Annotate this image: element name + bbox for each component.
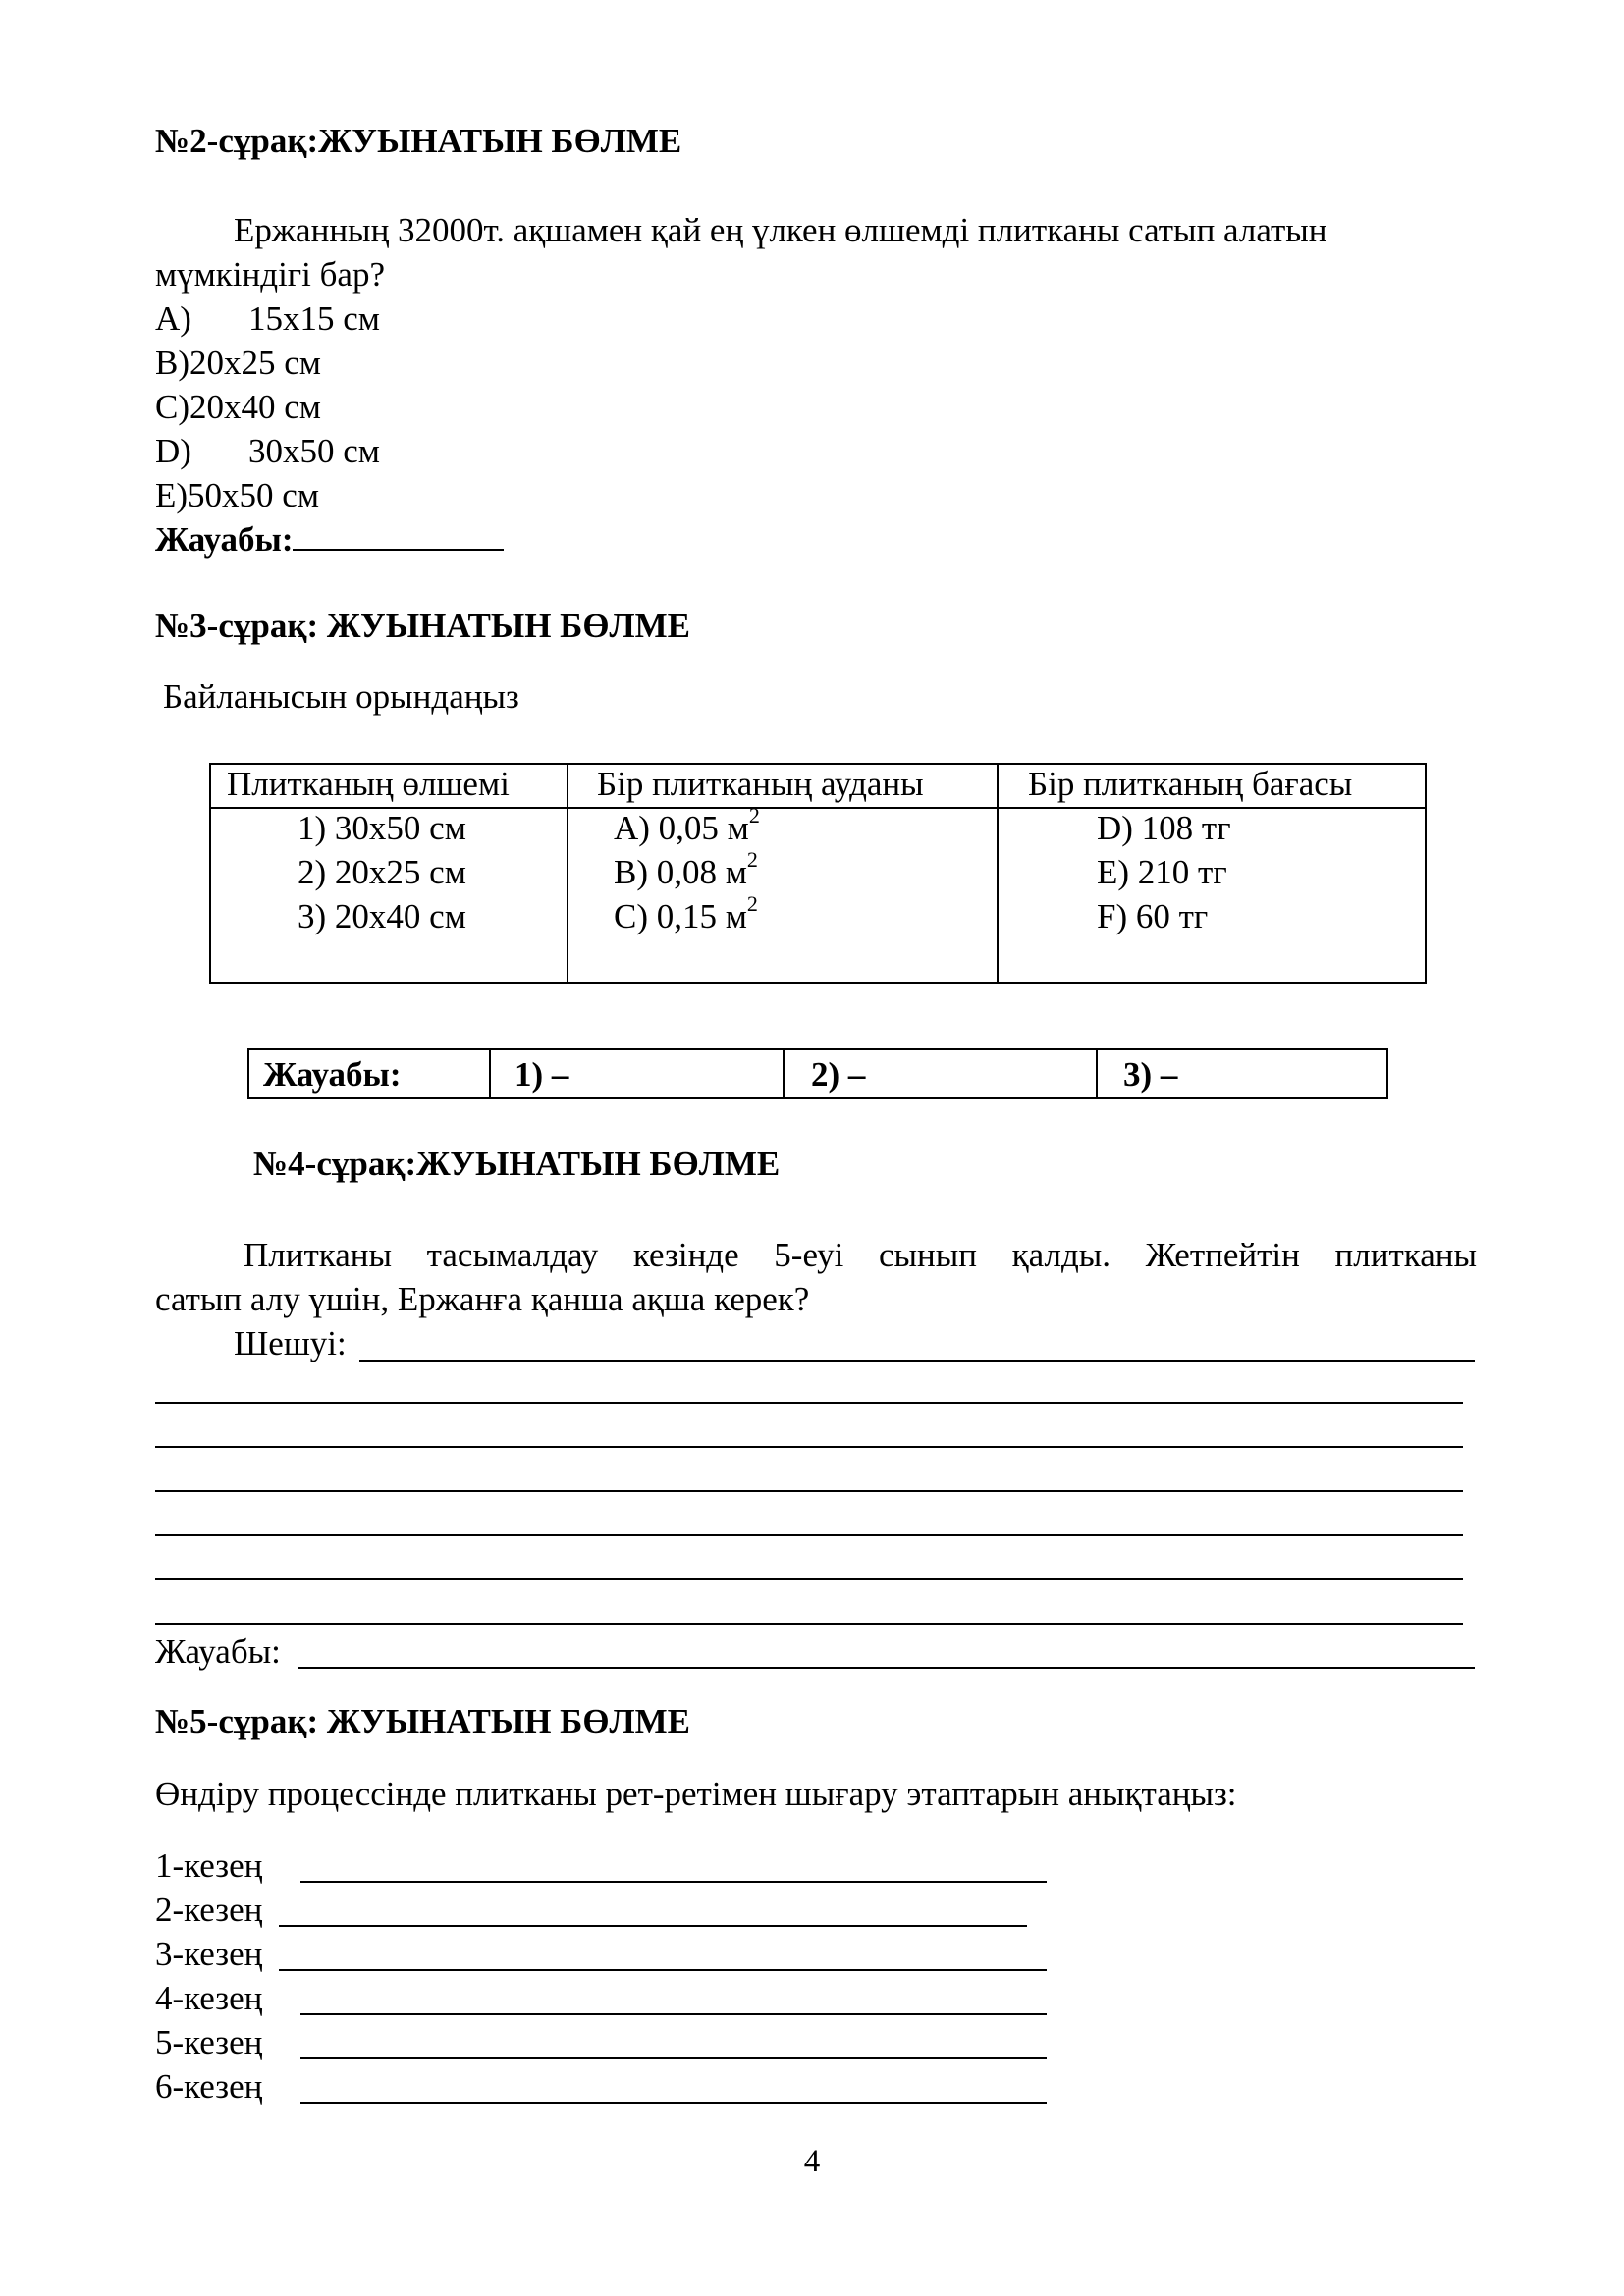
q2-text-line1: Ержанның 32000т. ақшамен қай ең үлкен өлшемді плитканы сатып алатын <box>234 211 1327 249</box>
q2-answer <box>155 517 504 561</box>
answer-label: Жауабы: <box>263 1055 402 1094</box>
q4-answer-line[interactable] <box>298 1667 1475 1669</box>
q4-solution-label: Шешуі: <box>234 1324 347 1362</box>
solution-line[interactable] <box>155 1623 1463 1625</box>
q5-instruction: Өндіру процессінде плитканы рет-ретімен шығару этаптарын анықтаңыз: <box>155 1775 1237 1813</box>
area-a: A) 0,05 $м^2$ <box>614 803 760 847</box>
q2-option-c <box>155 385 321 429</box>
answer-slot-2[interactable]: 2) – <box>811 1055 866 1094</box>
stage-2-line[interactable] <box>279 1925 1027 1927</box>
solution-line[interactable] <box>155 1446 1463 1448</box>
size-2: 2) 20х25 см <box>298 853 466 891</box>
header-price: Бір плитканың бағасы <box>1028 765 1353 803</box>
q4-text-line2: сатып алу үшін, Ержанға қанша ақша керек? <box>155 1280 810 1318</box>
page-number: 4 <box>803 2144 821 2179</box>
q2-option-a <box>155 296 380 341</box>
q4-title: №4-сұрақ:ЖУЫНАТЫН БӨЛМЕ <box>253 1145 781 1183</box>
matching-table <box>209 763 1427 984</box>
stage-1: 1-кезең <box>155 1846 263 1885</box>
area-b: B) 0,08 $м^2$ <box>614 847 758 891</box>
size-1: 1) 30х50 см <box>298 809 466 847</box>
option-key: D) <box>155 432 191 470</box>
option-key: A) <box>155 299 191 338</box>
option-value: 15х15 см <box>247 299 380 338</box>
column-divider <box>489 1050 491 1097</box>
stage-6: 6-кезең <box>155 2067 263 2106</box>
q2-title: №2-сұрақ:ЖУЫНАТЫН БӨЛМЕ <box>155 122 682 160</box>
area-c: C) 0,15 $м^2$ <box>614 891 758 935</box>
option-key: B) <box>155 344 189 382</box>
column-divider <box>1096 1050 1098 1097</box>
q2-option-d <box>155 429 380 473</box>
option-value: 20х25 см <box>189 344 321 382</box>
q2-text-line2: мүмкіндігі бар? <box>155 255 385 294</box>
stage-2: 2-кезең <box>155 1891 263 1929</box>
answer-table <box>247 1048 1388 1099</box>
stage-6-line[interactable] <box>300 2102 1047 2104</box>
price-d: D) 108 тг <box>1097 809 1231 847</box>
option-key: C) <box>155 388 189 426</box>
answer-label: Жауабы: <box>155 520 294 559</box>
stage-5-line[interactable] <box>300 2057 1047 2059</box>
size-3: 3) 20х40 см <box>298 897 466 935</box>
column-divider <box>783 1050 785 1097</box>
solution-line[interactable] <box>359 1360 1475 1362</box>
stage-4-line[interactable] <box>300 2013 1047 2015</box>
stage-1-line[interactable] <box>300 1881 1047 1883</box>
q2-option-b <box>155 341 321 385</box>
stage-3-line[interactable] <box>279 1969 1047 1971</box>
solution-line[interactable] <box>155 1402 1463 1404</box>
header-size: Плитканың өлшемі <box>227 765 510 803</box>
q4-text-line1: Плитканы тасымалдау кезінде 5-еуі сынып қалды. Жетпейтін плитканы <box>244 1236 1477 1274</box>
answer-slot-3[interactable]: 3) – <box>1123 1055 1178 1094</box>
answer-slot-1[interactable]: 1) – <box>514 1055 569 1094</box>
answer-blank[interactable] <box>293 519 504 551</box>
solution-line[interactable] <box>155 1578 1463 1580</box>
solution-line[interactable] <box>155 1534 1463 1536</box>
option-key: E) <box>155 476 189 514</box>
q2-option-e <box>155 473 319 517</box>
stage-3: 3-кезең <box>155 1935 263 1973</box>
solution-line[interactable] <box>155 1490 1463 1492</box>
column-divider <box>997 765 999 982</box>
q3-title: №3-сұрақ: ЖУЫНАТЫН БӨЛМЕ <box>155 607 690 645</box>
header-area: Бір плитканың ауданы <box>597 765 924 803</box>
price-f: F) 60 тг <box>1097 897 1209 935</box>
q5-title: №5-сұрақ: ЖУЫНАТЫН БӨЛМЕ <box>155 1702 690 1740</box>
price-e: E) 210 тг <box>1097 853 1227 891</box>
option-value: 50х50 см <box>188 476 319 514</box>
q4-answer-label: Жауабы: <box>155 1632 281 1671</box>
q3-instruction: Байланысын орындаңыз <box>163 677 519 716</box>
option-value: 30х50 см <box>247 432 380 470</box>
stage-4: 4-кезең <box>155 1979 263 2017</box>
column-divider <box>567 765 568 982</box>
stage-5: 5-кезең <box>155 2023 263 2061</box>
option-value: 20х40 см <box>189 388 321 426</box>
